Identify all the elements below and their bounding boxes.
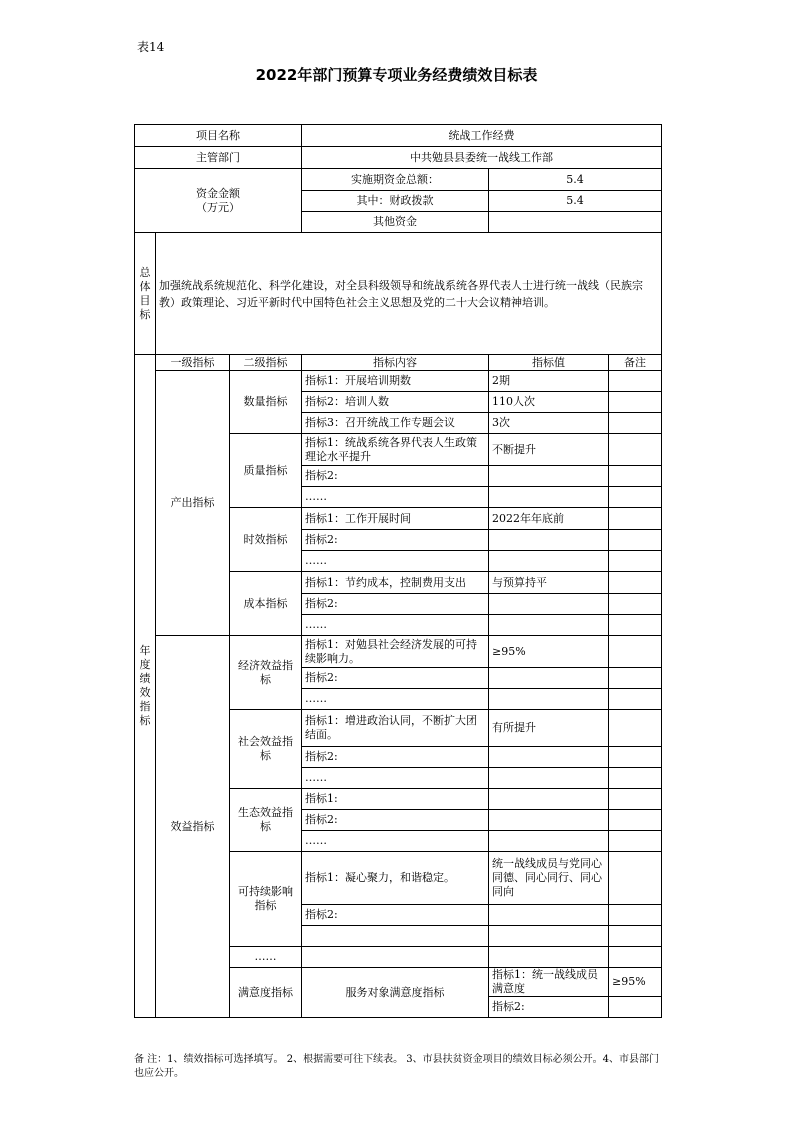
cost-content-2: 指标2:: [302, 594, 489, 615]
dept-label: 主管部门: [135, 147, 302, 169]
quality-value-1: 不断提升: [489, 434, 609, 466]
remark-cell: [609, 508, 662, 530]
remark-cell: [609, 392, 662, 413]
social-content-3: ……: [302, 768, 489, 789]
timeliness-content-1: 指标1：工作开展时间: [302, 508, 489, 530]
project-name-label: 项目名称: [135, 125, 302, 147]
footnote: 备 注：1、绩效指标可选择填写。 2、根据需要可往下续表。 3、市县扶贫资金项目的绩效目标必须公开。4、市县部门也应公开。: [134, 1054, 659, 1079]
remark-cell: [609, 668, 662, 689]
fund-unit: （万元）: [196, 200, 240, 214]
performance-table: [134, 124, 662, 1018]
ecological-content-1: 指标1:: [302, 789, 489, 810]
economic-content-1: 指标1：对勉县社会经济发展的可持续影响力。: [302, 636, 489, 668]
remark-cell: [609, 747, 662, 768]
service-value-2: [609, 997, 662, 1018]
header-content: 指标内容: [302, 355, 489, 371]
fund-label-text: 资金金额: [196, 186, 240, 200]
empty-cell: [302, 947, 489, 968]
ecological-value-2: [489, 810, 609, 831]
economic-label: 经济效益指标: [230, 636, 302, 710]
social-value-2: [489, 747, 609, 768]
other-fund-label: 其他资金: [302, 212, 489, 233]
ecological-value-1: [489, 789, 609, 810]
timeliness-value-2: [489, 530, 609, 551]
timeliness-value-3: [489, 551, 609, 572]
total-fund-value: 5.4: [489, 169, 662, 191]
quality-value-2: [489, 466, 609, 487]
quantity-label: 数量指标: [230, 371, 302, 434]
sustainable-content-1: 指标1：凝心聚力，和谐稳定。: [302, 852, 489, 905]
economic-value-1: ≥95%: [489, 636, 609, 668]
cost-content-3: ……: [302, 615, 489, 636]
remark-cell: [609, 831, 662, 852]
remark-cell: [609, 789, 662, 810]
ecological-value-3: [489, 831, 609, 852]
overall-goal-text: 加强统战系统规范化、科学化建设，对全县科级领导和统战系统各界代表人士进行统一战线（民族宗教）政策理论、习近平新时代中国特色社会主义思想及党的二十大会议精神培训。: [156, 233, 662, 355]
header-value: 指标值: [489, 355, 609, 371]
cost-content-1: 指标1：节约成本，控制费用支出: [302, 572, 489, 594]
economic-content-2: 指标2:: [302, 668, 489, 689]
remark-cell: [609, 530, 662, 551]
remark-cell: [609, 434, 662, 466]
social-label: 社会效益指标: [230, 710, 302, 789]
cost-label: 成本指标: [230, 572, 302, 636]
ecological-content-2: 指标2:: [302, 810, 489, 831]
remark-cell: [609, 594, 662, 615]
header-remark: 备注: [609, 355, 662, 371]
social-content-2: 指标2:: [302, 747, 489, 768]
social-value-1: 有所提升: [489, 710, 609, 747]
remark-cell: [609, 636, 662, 668]
timeliness-content-3: ……: [302, 551, 489, 572]
timeliness-content-2: 指标2:: [302, 530, 489, 551]
quantity-value-1: 2期: [489, 371, 609, 392]
header-level2: 二级指标: [230, 355, 302, 371]
quality-content-3: ……: [302, 487, 489, 508]
service-value-1: ≥95%: [609, 968, 662, 997]
remark-cell: [609, 852, 662, 905]
timeliness-value-1: 2022年年底前: [489, 508, 609, 530]
timeliness-label: 时效指标: [230, 508, 302, 572]
header-level1: 一级指标: [156, 355, 230, 371]
finance-fund-label: 其中：财政拨款: [302, 191, 489, 212]
quantity-content-1: 指标1：开展培训期数: [302, 371, 489, 392]
economic-value-2: [489, 668, 609, 689]
ecological-content-3: ……: [302, 831, 489, 852]
total-fund-label: 实施期资金总额：: [302, 169, 489, 191]
quantity-content-3: 指标3：召开统战工作专题会议: [302, 413, 489, 434]
remark-cell: [609, 768, 662, 789]
output-indicator-label: 产出指标: [156, 371, 230, 636]
service-content-2: 指标2:: [489, 997, 609, 1018]
economic-value-3: [489, 689, 609, 710]
quantity-content-2: 指标2：培训人数: [302, 392, 489, 413]
remark-cell: [609, 487, 662, 508]
social-content-1: 指标1：增进政治认同，不断扩大团结面。: [302, 710, 489, 747]
quality-label: 质量指标: [230, 434, 302, 508]
cost-value-2: [489, 594, 609, 615]
quantity-value-3: 3次: [489, 413, 609, 434]
service-content-1: 指标1：统一战线成员满意度: [489, 968, 609, 997]
remark-cell: [609, 572, 662, 594]
social-value-3: [489, 768, 609, 789]
satisfaction-indicator-label: 满意度指标: [230, 968, 302, 1018]
page-title: 2022年部门预算专项业务经费绩效目标表: [255, 66, 538, 84]
sustainable-label: 可持续影响指标: [230, 852, 302, 947]
remark-cell: [609, 710, 662, 747]
other-fund-value: [489, 212, 662, 233]
finance-fund-value: 5.4: [489, 191, 662, 212]
annual-indicator-label: 年度绩效指标: [135, 355, 156, 1018]
remark-cell: [609, 926, 662, 947]
cost-value-1: 与预算持平: [489, 572, 609, 594]
remark-cell: [609, 413, 662, 434]
sustainable-content-3: [302, 926, 489, 947]
quality-content-2: 指标2:: [302, 466, 489, 487]
quantity-value-2: 110人次: [489, 392, 609, 413]
fund-label: [135, 169, 302, 233]
dept-value: 中共勉县县委统一战线工作部: [302, 147, 662, 169]
empty-cell: [489, 947, 609, 968]
remark-cell: [609, 615, 662, 636]
remark-cell: [609, 466, 662, 487]
remark-cell: [609, 551, 662, 572]
remark-cell: [609, 905, 662, 926]
remark-cell: [609, 947, 662, 968]
remark-cell: [609, 689, 662, 710]
benefit-indicator-label: 效益指标: [156, 636, 230, 1018]
sustainable-value-2: [489, 905, 609, 926]
sustainable-value-1: 统一战线成员与党同心同德、同心同行、同心同向: [489, 852, 609, 905]
remark-cell: [609, 371, 662, 392]
cost-value-3: [489, 615, 609, 636]
table-label: 表14: [137, 40, 165, 54]
remark-cell: [609, 810, 662, 831]
project-name-value: 统战工作经费: [302, 125, 662, 147]
quality-content-1: 指标1：统战系统各界代表人生政策理论水平提升: [302, 434, 489, 466]
overall-goal-label: 总体目标: [135, 233, 156, 355]
quality-value-3: [489, 487, 609, 508]
sustainable-content-2: 指标2:: [302, 905, 489, 926]
economic-content-3: ……: [302, 689, 489, 710]
benefit-more-label: ……: [230, 947, 302, 968]
sustainable-value-3: [489, 926, 609, 947]
ecological-label: 生态效益指标: [230, 789, 302, 852]
service-satisfaction-label: 服务对象满意度指标: [302, 968, 489, 1018]
